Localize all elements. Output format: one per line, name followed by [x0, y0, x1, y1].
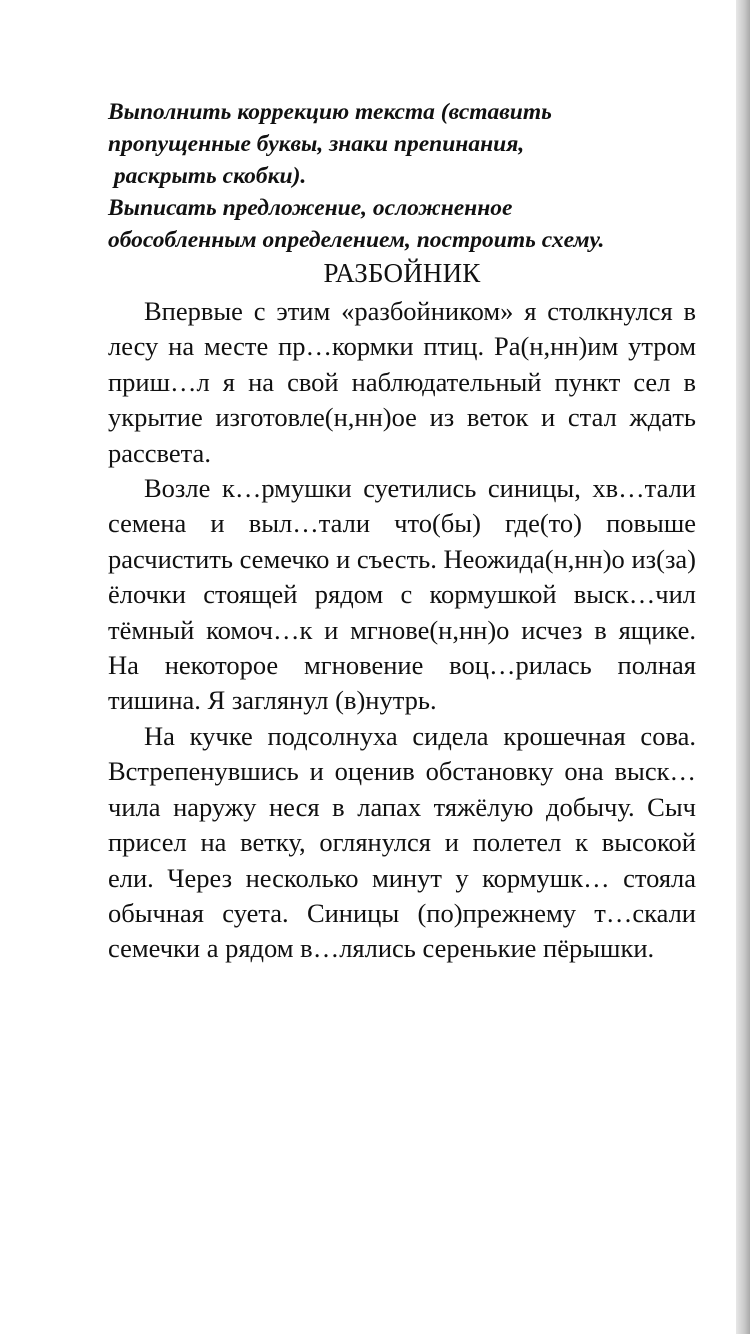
document-content: [108, 96, 696, 967]
task-instructions: [108, 96, 696, 256]
story-paragraph: На кучке подсолнуха сидела крошечная сова. Встрепенувшись и оценив обстановку она выск…чила наружу неся в лапах тяжёлую добычу. Сыч присел на ветку, оглянулся и полетел к высокой ели. Через несколько минут у кормушк… стояла обычная суета. Синицы (по)прежнему т…скали семечки а рядом в…лялись серенькие пёрышки.: [108, 720, 696, 964]
instruction-line: Выписать предложение, осложненное: [108, 195, 513, 221]
page-edge-shadow: [736, 0, 750, 1334]
instruction-line: Выполнить коррекцию текста (вставить: [108, 99, 552, 125]
instruction-line: раскрыть скобки).: [108, 163, 307, 189]
story-title: РАЗБОЙНИК: [323, 258, 481, 288]
instruction-line: пропущенные буквы, знаки препинания,: [108, 131, 525, 157]
instruction-line: обособленным определением, построить схему.: [108, 227, 605, 253]
story-paragraph: Возле к…рмушки суетились синицы, хв…тали семена и выл…тали что(бы) где(то) повыше расчистить семечко и съесть. Неожида(н,нн)о из(за) ёлочки стоящей рядом с кормушкой выск…чил тёмный комоч…к и мгнове(н,нн)о исчез в ящике. На некоторое мгновение воц…рилась полная тишина. Я заглянул (в)нутрь.: [108, 473, 696, 716]
story-paragraph: Впервые с этим «разбойником» я столкнулся в лесу на месте пр…кормки птиц. Ра(н,нн)им утром приш…л я на свой наблюдательный пункт сел в укрытие изготовле(н,нн)ое из веток и стал ждать рассвета.: [108, 296, 696, 468]
